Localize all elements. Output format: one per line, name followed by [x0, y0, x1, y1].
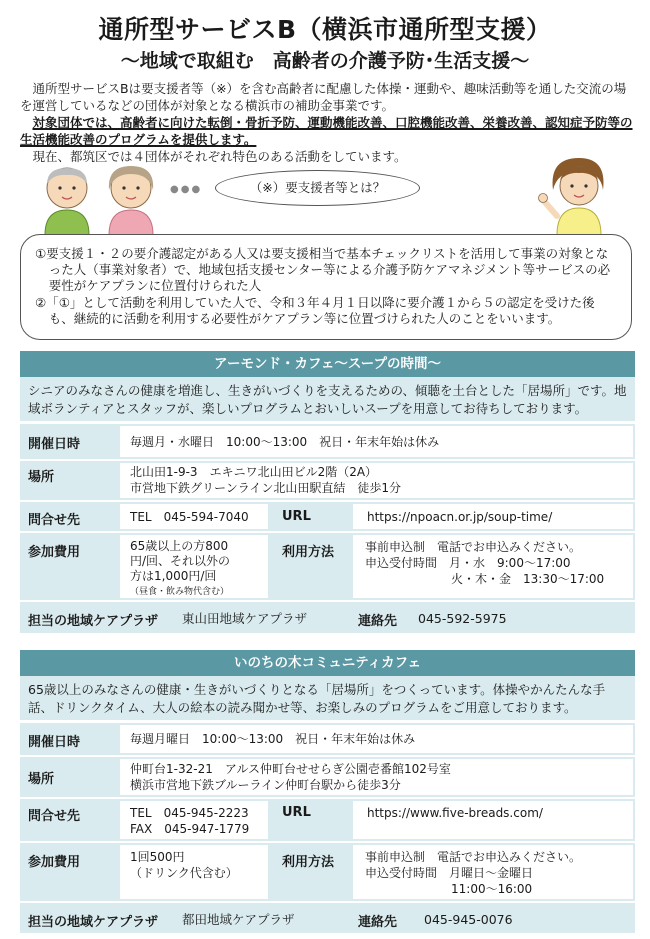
note-1: ①要支援１・２の要介護認定がある人又は要支援相当で基本チェックリストを活用して事業の対象となった人（事業対象者）で、地域包括支援センター等による介護予防ケアマネジメント等サービスの必要性がケアプランに位置付けられた人: [35, 246, 611, 293]
plaza-label: 担当の地域ケアプラザ: [28, 915, 159, 930]
date-label: 開催日時: [28, 437, 81, 452]
section-1-usage-line-2: 申込受付時間 月・水 9:00～17:00: [365, 556, 571, 570]
section-1-date: 毎週月・水曜日 10:00～13:00 祝日・年末年始は休み: [130, 435, 440, 449]
note-2: ②「①」として活動を利用していた人で、令和３年４月１日以降に要介護１から５の認定を受けた後も、継続的に活動を利用する必要性がケアプラン等に位置づけられた人のことをいいます。: [35, 295, 595, 326]
section-2-fee-line-1: 1回500円: [130, 850, 185, 864]
section-1-place-row: [20, 461, 635, 500]
section-1-fee-row: [20, 533, 635, 600]
plaza-tel-label: 連絡先: [358, 614, 398, 629]
section-1-fee-line-2: 円/回、それ以外の: [130, 554, 231, 568]
section-1-fee-note: （昼食・飲み物代含む）: [130, 587, 230, 597]
section-1-plaza: 東山田地域ケアプラザ: [182, 611, 308, 626]
section-2-access: 横浜市営地下鉄ブルーライン仲町台駅から徒歩3分: [130, 778, 401, 792]
section-2-tel: TEL 045-945-2223: [130, 806, 249, 820]
section-2-url-link[interactable]: https://www.five-breads.com/: [367, 806, 543, 820]
section-1-address: 北山田1-9-3 エキニワ北山田ビル2階（2A）: [130, 465, 378, 479]
section-1-usage-line-3: 火・木・金 13:30～17:00: [451, 572, 605, 586]
section-2-usage-line-3: 11:00～16:00: [451, 882, 533, 896]
page-title: 通所型サービスB（横浜市通所型支援）: [98, 15, 552, 44]
usage-label: 利用方法: [282, 855, 335, 870]
plaza-label: 担当の地域ケアプラザ: [28, 614, 159, 629]
section-2-date-row: [20, 723, 635, 755]
section-2-usage-line-1: 事前申込制 電話でお申込みください。: [365, 850, 582, 864]
question-bubble: （※）要支援者等とは？: [215, 170, 420, 206]
section-2-plaza-row: [20, 903, 635, 933]
section-2-usage-line-2: 申込受付時間 月曜日～金曜日: [365, 866, 534, 880]
section-1-description: シニアのみなさんの健康を増進し、生きがいづくりを支えるための、傾聴を土台とした「居場所」です。地域ボランティアとスタッフが、楽しいプログラムとおいしいスープを用意してお待ちしております。: [20, 377, 635, 421]
contact-label: 問合せ先: [28, 809, 81, 824]
url-label: URL: [282, 509, 311, 524]
usage-label: 利用方法: [282, 545, 335, 560]
staff-woman-illustration: [535, 150, 615, 235]
section-1-title: アーモンド・カフェ～スープの時間～: [20, 351, 635, 377]
section-2-place-row: [20, 757, 635, 797]
section-2-fee-row: [20, 843, 635, 901]
date-label: 開催日時: [28, 735, 81, 750]
section-2-fee-line-2: （ドリンク代含む）: [130, 866, 238, 880]
section-2-description: 65歳以上のみなさんの健康・生きがいづくりとなる「居場所」をつくっています。体操やかんたんな手話、ドリンクタイム、大人の絵本の読み聞かせ等、お楽しみのプログラムをご用意しております。: [20, 676, 635, 720]
section-2-plaza: 都田地域ケアプラザ: [182, 912, 295, 927]
url-label: URL: [282, 805, 311, 820]
section-1-date-row: [20, 424, 635, 459]
section-1-contact-row: [20, 502, 635, 531]
section-2-contact-row: [20, 799, 635, 841]
section-1-tel: TEL 045-594-7040: [130, 510, 249, 524]
fee-label: 参加費用: [28, 855, 81, 870]
section-1-fee-line-3: 方は1,000円/回: [130, 569, 217, 583]
section-2-fax: FAX 045-947-1779: [130, 822, 250, 836]
elderly-couple-illustration: [25, 160, 175, 235]
place-label: 場所: [28, 772, 55, 787]
thought-dots: ●●●: [170, 184, 203, 195]
section-1-usage-line-1: 事前申込制 電話でお申込みください。: [365, 540, 582, 554]
fee-label: 参加費用: [28, 545, 81, 560]
intro-paragraph-1: 通所型サービスBは要支援者等（※）を含む高齢者に配慮した体操・運動や、趣味活動等を通した交流の場を運営しているなどの団体が対象となる横浜市の補助金事業です。: [20, 81, 627, 113]
section-1-access: 市営地下鉄グリーンライン北山田駅直結 徒歩1分: [130, 481, 402, 495]
section-1-plaza-tel: 045-592-5975: [418, 611, 507, 626]
place-label: 場所: [28, 470, 55, 485]
page-subtitle: ～地域で取組む 高齢者の介護予防･生活支援～: [120, 50, 530, 72]
section-2-plaza-tel: 045-945-0076: [424, 912, 513, 927]
plaza-tel-label: 連絡先: [358, 915, 398, 930]
definition-notes-box: [20, 234, 632, 340]
section-2-date: 毎週月曜日 10:00～13:00 祝日・年末年始は休み: [130, 732, 416, 746]
intro-paragraph-2: 対象団体では、高齢者に向けた転倒・骨折予防、運動機能改善、口腔機能改善、栄養改善、認知症予防等の生活機能改善のプログラムを提供します。: [20, 115, 633, 147]
contact-label: 問合せ先: [28, 513, 81, 528]
section-1-url-link[interactable]: https://npoacn.or.jp/soup-time/: [367, 510, 553, 524]
intro-paragraph-3: 現在、都筑区では４団体がそれぞれ特色のある活動をしています。: [32, 149, 407, 164]
section-1-plaza-row: [20, 602, 635, 633]
section-1-fee-line-1: 65歳以上の方800: [130, 539, 229, 553]
section-2-address: 仲町台1-32-21 アルス仲町台せせらぎ公園壱番館102号室: [130, 762, 451, 776]
section-2-title: いのちの木コミュニティカフェ: [20, 650, 635, 676]
